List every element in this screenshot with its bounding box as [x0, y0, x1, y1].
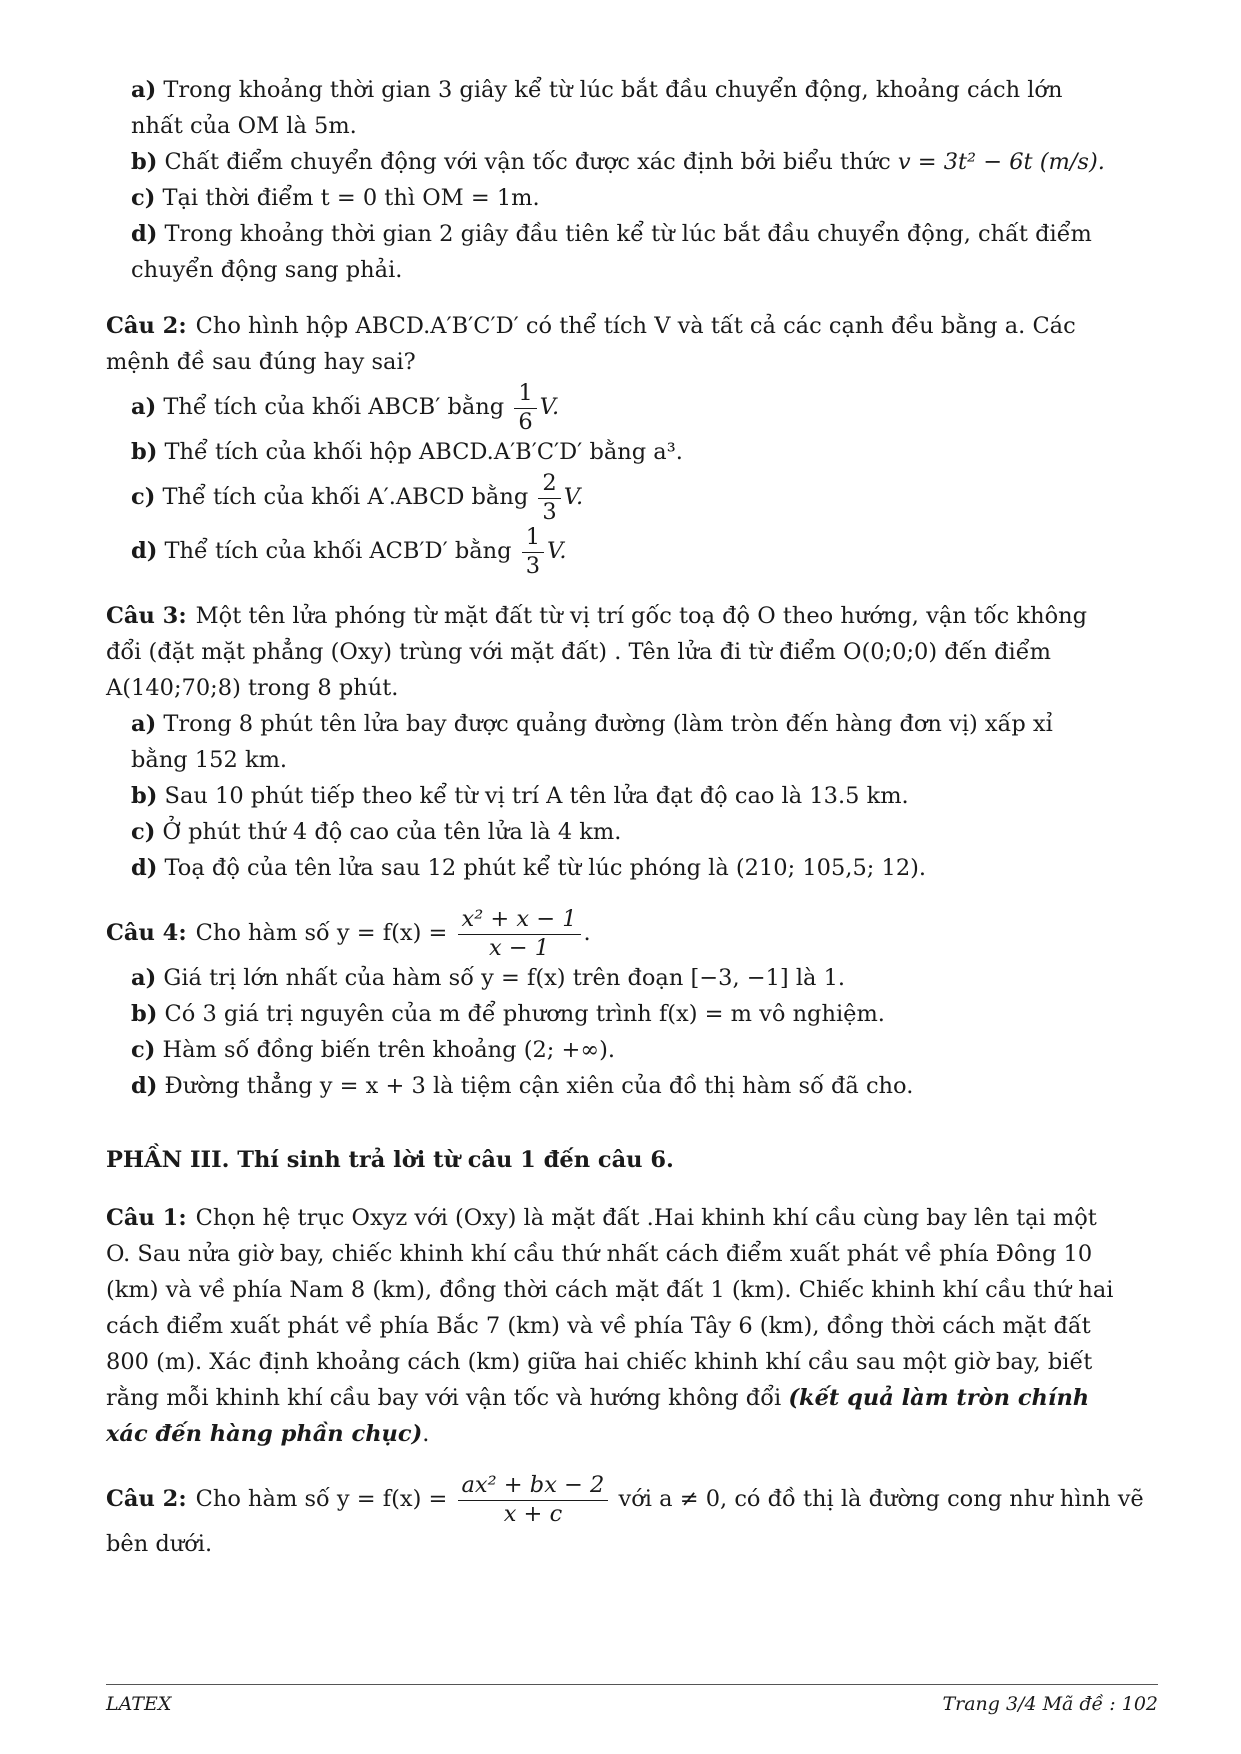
q3-item-d: d) Toạ độ của tên lửa sau 12 phút kể từ lúc phóng là (210; 105,5; 12).: [131, 855, 927, 881]
q3-item-c: c) Ở phút thứ 4 độ cao của tên lửa là 4 km.: [131, 819, 622, 845]
fraction: $\frac{1}{3}$: [522, 526, 544, 578]
question-4: [106, 906, 1158, 1104]
item-c: c) Tại thời điểm t = 0 thì OM = 1m.: [131, 185, 540, 211]
part3-question-2: [106, 1472, 1158, 1562]
q4-item-a: a) Giá trị lớn nhất của hàm số y = f(x) trên đoạn [−3, −1] là 1.: [131, 965, 846, 991]
p3-q1-line-7: xác đến hàng phần chục).: [106, 1421, 430, 1447]
question-3: [106, 598, 1158, 886]
item-a-cont: nhất của OM là 5m.: [131, 113, 357, 139]
p3-q1-line-3: (km) và về phía Nam 8 (km), đồng thời cách mặt đất 1 (km). Chiếc khinh khí cầu thứ hai: [106, 1277, 1114, 1303]
item-d-cont: chuyển động sang phải.: [131, 257, 403, 283]
item-a: a) Trong khoảng thời gian 3 giây kể từ lúc bắt đầu chuyển động, khoảng cách lớn: [131, 77, 1063, 103]
page-number: Trang 3/4 Mã đề : 102: [942, 1693, 1158, 1715]
q3-item-a: a) Trong 8 phút tên lửa bay được quảng đường (làm tròn đến hàng đơn vị) xấp xỉ: [131, 711, 1053, 737]
q2-item-b: b) Thể tích của khối hộp ABCD.A′B′C′D′ bằng a³.: [131, 439, 683, 465]
q2-item-d: d) Thể tích của khối ACB′D′ bằng $\frac{1}{3}$ V.: [131, 523, 567, 579]
q4-item-b: b) Có 3 giá trị nguyên của m để phương trình f(x) = m vô nghiệm.: [131, 1001, 885, 1027]
fraction: $\frac{\text{ax² + bx − 2}}{x + c}$: [458, 1474, 609, 1526]
p3-q1-line-1: Câu 1: Chọn hệ trục Oxyz với (Oxy) là mặt đất .Hai khinh khí cầu cùng bay lên tại một: [106, 1205, 1097, 1231]
p3-q1-line-2: O. Sau nửa giờ bay, chiếc khinh khí cầu thứ nhất cách điểm xuất phát về phía Đông 10: [106, 1241, 1093, 1267]
fraction: $\frac{1}{6}$: [514, 382, 536, 434]
question-3-stem-cont: đổi (đặt mặt phẳng (Oxy) trùng với mặt đất) . Tên lửa đi từ điểm O(0;0;0) đến điểm: [106, 639, 1051, 665]
p3-q1-line-5: 800 (m). Xác định khoảng cách (km) giữa hai chiếc khinh khí cầu sau một giờ bay, biết: [106, 1349, 1093, 1375]
p3-q1-line-4: cách điểm xuất phát về phía Bắc 7 (km) và về phía Tây 6 (km), đồng thời cách mặt đất: [106, 1313, 1091, 1339]
question-2-stem-cont: mệnh đề sau đúng hay sai?: [106, 349, 416, 375]
fraction: $\frac{\text{x² + x − 1}}{x - 1}$: [458, 908, 581, 960]
fraction: $\frac{2}{3}$: [538, 472, 560, 524]
question-4-stem: Câu 4: Cho hàm số y = f(x) = $\frac{\text{x² + x − 1}}{x - 1}$ .: [106, 905, 591, 961]
q3-item-a-cont: bằng 152 km.: [131, 747, 288, 773]
q3-item-b: b) Sau 10 phút tiếp theo kể từ vị trí A tên lửa đạt độ cao là 13.5 km.: [131, 783, 909, 809]
p3-q2-stem: Câu 2: Cho hàm số y = f(x) = $\frac{\text{ax² + bx − 2}}{x + c}$ với a ≠ 0, có đồ thị là đường cong như hình vẽ: [106, 1471, 1144, 1527]
question-2: [106, 308, 1158, 578]
page-content: [106, 72, 1158, 1562]
p3-q1-line-6: rằng mỗi khinh khí cầu bay với vận tốc và hướng không đổi (kết quả làm tròn chính: [106, 1385, 1090, 1411]
question-2-stem: Câu 2: Cho hình hộp ABCD.A′B′C′D′ có thể tích V và tất cả các cạnh đều bằng a. Các: [106, 313, 1076, 339]
page-footer: [106, 1684, 1158, 1715]
p3-q2-stem-cont: bên dưới.: [106, 1531, 213, 1557]
q4-item-d: d) Đường thẳng y = x + 3 là tiệm cận xiên của đồ thị hàm số đã cho.: [131, 1073, 914, 1099]
prev-question-items: [106, 72, 1158, 288]
part3-question-1: [106, 1200, 1158, 1452]
latex-logo: LATEX: [106, 1693, 172, 1715]
question-3-stem: Câu 3: Một tên lửa phóng từ mặt đất từ vị trí gốc toạ độ O theo hướng, vận tốc không: [106, 603, 1088, 629]
q4-item-c: c) Hàm số đồng biến trên khoảng (2; +∞).: [131, 1037, 616, 1063]
item-b: b) Chất điểm chuyển động với vận tốc được xác định bởi biểu thức v = 3t² − 6t (m/s).: [131, 149, 1105, 175]
item-d: d) Trong khoảng thời gian 2 giây đầu tiên kể từ lúc bắt đầu chuyển động, chất điểm: [131, 221, 1092, 247]
q2-item-c: c) Thể tích của khối A′.ABCD bằng $\frac{2}{3}$ V.: [131, 469, 584, 525]
question-3-stem-end: A(140;70;8) trong 8 phút.: [106, 675, 399, 701]
section-heading: PHẦN III. Thí sinh trả lời từ câu 1 đến câu 6.: [106, 1147, 674, 1173]
q2-item-a: a) Thể tích của khối ABCB′ bằng $\frac{1}{6}$ V.: [131, 379, 560, 435]
